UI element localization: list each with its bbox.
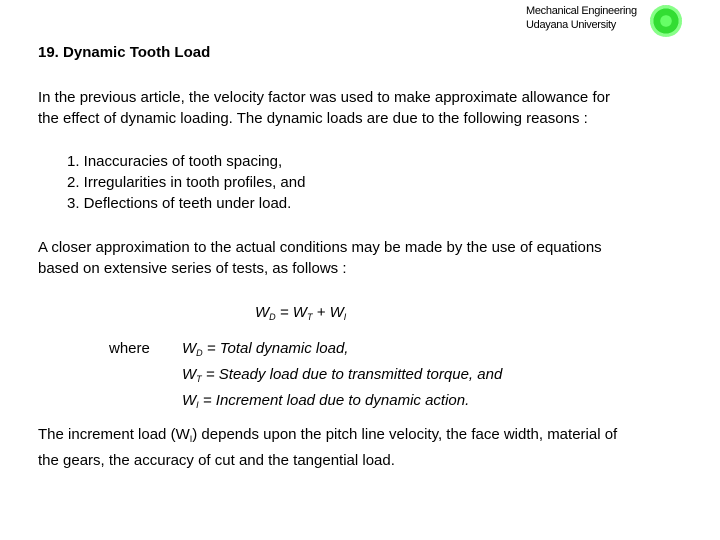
university-logo-icon <box>650 5 682 37</box>
text-line: based on extensive series of tests, as follows : <box>38 260 347 277</box>
reasons-list <box>67 151 305 214</box>
definitions <box>182 338 502 416</box>
final-paragraph: The increment load $(W_I)$ depends upon the pitch line velocity, the face width, material of the gears, the accuracy of cut and the tangential load. <box>38 426 618 469</box>
intro-paragraph <box>38 87 610 129</box>
list-item: 3. Deflections of teeth under load. <box>67 195 292 212</box>
list-item: 2. Irregularities in tooth profiles, and <box>67 174 306 191</box>
equation: $W_D = W_T + W_I$ <box>255 304 347 322</box>
header-institution <box>526 4 637 32</box>
text-line: In the previous article, the velocity factor was used to make approximate allowance for <box>38 89 610 106</box>
where-label: where <box>109 340 150 357</box>
section-title: 19. Dynamic Tooth Load <box>38 44 211 61</box>
list-item: 1. Inaccuracies of tooth spacing, <box>67 153 283 170</box>
text-line: the effect of dynamic loading. The dynamic loads are due to the following reasons : <box>38 110 588 127</box>
text-line: A closer approximation to the actual conditions may be made by the use of equations <box>38 239 602 256</box>
definition-wt: $W_T$ = Steady load due to transmitted torque, and <box>182 366 503 384</box>
approximation-paragraph <box>38 237 602 279</box>
definition-wi: $W_I$ = Increment load due to dynamic action. <box>182 392 470 410</box>
university-name: Udayana University <box>526 19 616 31</box>
definition-wd: $W_D$ = Total dynamic load, <box>182 340 349 358</box>
department-name: Mechanical Engineering <box>526 5 637 17</box>
